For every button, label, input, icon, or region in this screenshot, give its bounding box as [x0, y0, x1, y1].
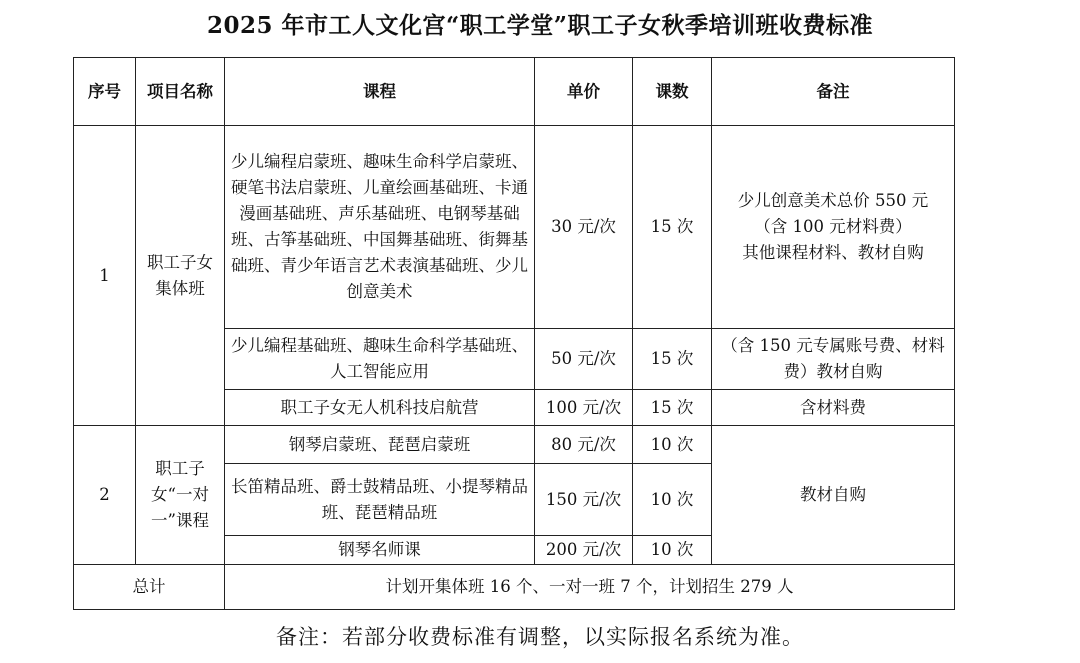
lessons-cell: 10 次 [633, 464, 712, 536]
header-seq: 序号 [74, 58, 136, 126]
remark-line: 少儿创意美术总价 550 元 [737, 191, 929, 210]
header-project: 项目名称 [136, 58, 225, 126]
table-row [74, 426, 955, 464]
group-seq: 2 [74, 426, 136, 565]
remark-cell: （含 150 元专属账号费、材料费）教材自购 [712, 329, 955, 390]
footnote: 备注：若部分收费标准有调整，以实际报名系统为准。 [276, 625, 804, 649]
remark-line: 其他课程材料、教材自购 [742, 243, 924, 262]
table-header-row [74, 58, 955, 126]
total-text: 计划开集体班 16 个、一对一班 7 个，计划招生 279 人 [225, 565, 955, 610]
price-cell: 100 元/次 [535, 390, 633, 426]
fee-table [73, 57, 955, 610]
lessons-cell: 10 次 [633, 536, 712, 565]
lessons-cell: 15 次 [633, 390, 712, 426]
remark-line: （含 100 元材料费） [754, 217, 912, 236]
total-row [74, 565, 955, 610]
document-title: 2025 年市工人文化宫“职工学堂”职工子女秋季培训班收费标准 [207, 12, 873, 39]
price-cell: 150 元/次 [535, 464, 633, 536]
course-cell: 钢琴启蒙班、琵琶启蒙班 [225, 426, 535, 464]
group-project-name: 职工子女“一对一”课程 [136, 426, 225, 565]
lessons-cell: 15 次 [633, 329, 712, 390]
price-cell: 200 元/次 [535, 536, 633, 565]
total-label: 总计 [74, 565, 225, 610]
remark-cell: 含材料费 [712, 390, 955, 426]
course-cell: 长笛精品班、爵士鼓精品班、小提琴精品班、琵琶精品班 [225, 464, 535, 536]
header-remark: 备注 [712, 58, 955, 126]
group-seq: 1 [74, 126, 136, 426]
header-course: 课程 [225, 58, 535, 126]
course-cell: 少儿编程启蒙班、趣味生命科学启蒙班、硬笔书法启蒙班、儿童绘画基础班、卡通漫画基础班、声乐基础班、电钢琴基础班、古筝基础班、中国舞基础班、街舞基础班、青少年语言艺术表演基础班、少儿创意美术 [225, 126, 535, 329]
lessons-cell: 10 次 [633, 426, 712, 464]
remark-cell [712, 126, 955, 329]
course-cell: 少儿编程基础班、趣味生命科学基础班、人工智能应用 [225, 329, 535, 390]
price-cell: 50 元/次 [535, 329, 633, 390]
header-lessons: 课数 [633, 58, 712, 126]
course-cell: 钢琴名师课 [225, 536, 535, 565]
header-price: 单价 [535, 58, 633, 126]
course-cell: 职工子女无人机科技启航营 [225, 390, 535, 426]
table-row [74, 126, 955, 329]
price-cell: 30 元/次 [535, 126, 633, 329]
price-cell: 80 元/次 [535, 426, 633, 464]
remark-cell: 教材自购 [712, 426, 955, 565]
group-project-name: 职工子女集体班 [136, 126, 225, 426]
lessons-cell: 15 次 [633, 126, 712, 329]
